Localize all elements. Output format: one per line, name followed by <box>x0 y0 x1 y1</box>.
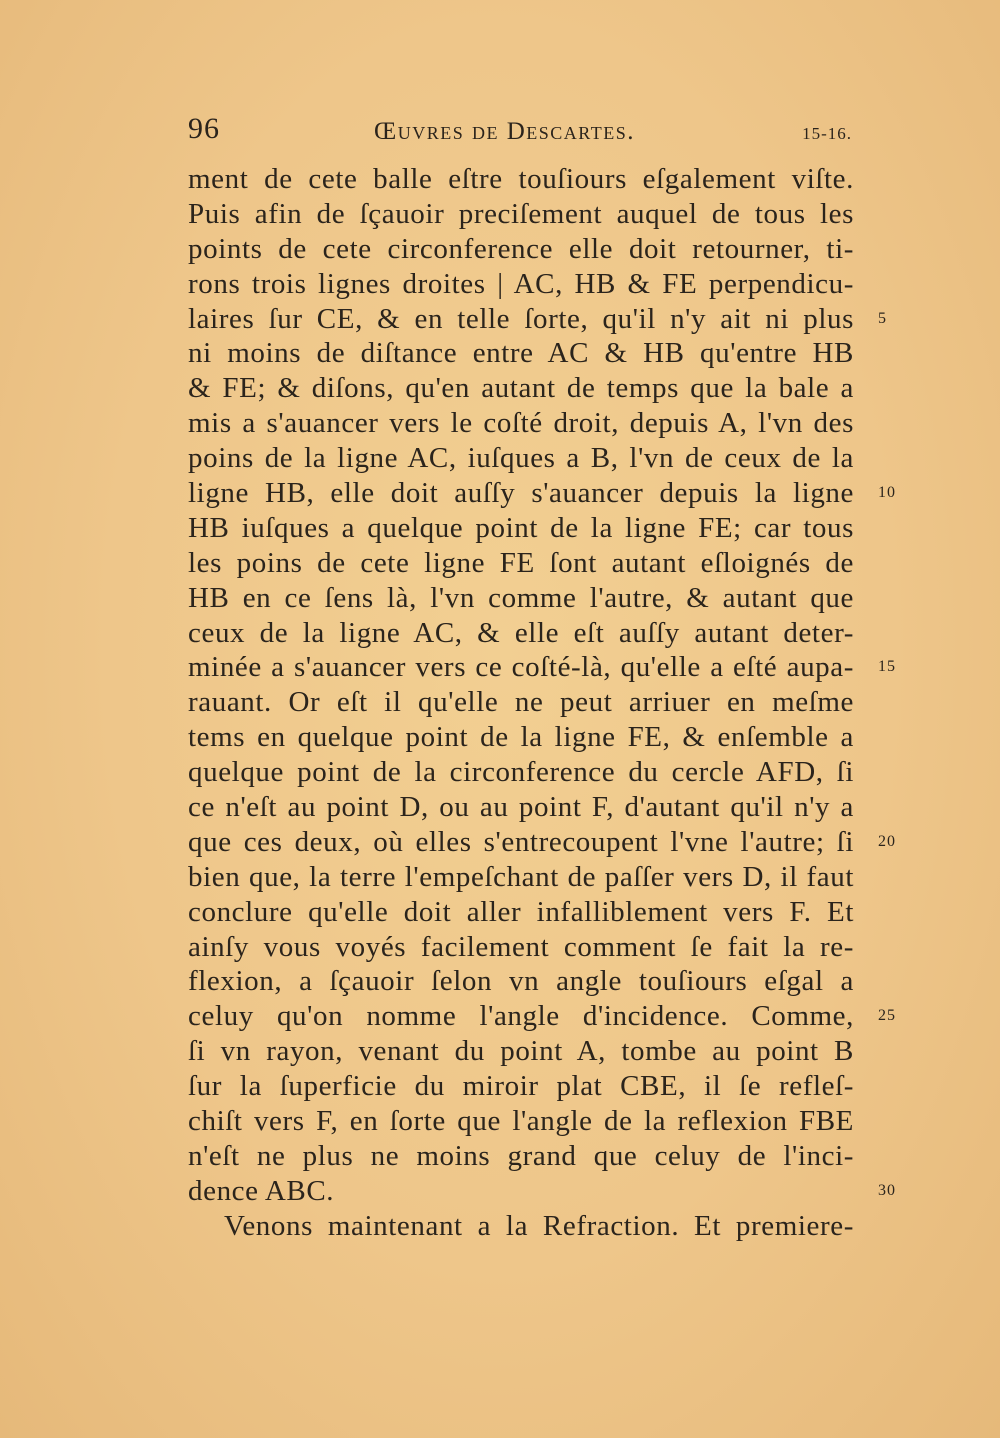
line-text: Puis afin de ſçauoir preciſement auquel de tous les <box>188 197 854 230</box>
line-text: ceux de la ligne AC, & elle eſt auſſy autant deter- <box>188 616 854 649</box>
line-text: tems en quelque point de la ligne FE, & enſemble a <box>188 721 854 754</box>
running-head <box>188 112 854 152</box>
line-text: ligne HB, elle doit auſſy s'auancer depuis la ligne <box>188 477 854 510</box>
text-line <box>188 302 887 337</box>
text-line <box>188 1174 896 1209</box>
line-text: les poins de cete ligne FE ſont autant eſloignés de <box>188 546 854 579</box>
text-line <box>188 441 854 476</box>
line-text: HB en ce ſens là, l'vn comme l'autre, & autant que <box>188 581 854 614</box>
book-title: Œuvres de Descartes. <box>374 118 635 145</box>
line-text: que ces deux, où elles s'entrecoupent l'vne l'autre; ſi <box>188 825 854 858</box>
line-text: bien que, la terre l'empeſchant de paſſer vers D, il faut <box>188 860 854 893</box>
line-number: 10 <box>878 484 896 502</box>
text-line <box>188 476 896 511</box>
line-number: 5 <box>878 309 887 327</box>
line-text: minée a s'auancer vers ce coſté-là, qu'elle a eſté aupa- <box>188 651 854 684</box>
body-text <box>188 162 896 1244</box>
text-line <box>188 720 854 755</box>
text-line <box>188 930 854 965</box>
text-line <box>188 406 854 441</box>
text-line <box>188 755 854 790</box>
text-line <box>188 197 854 232</box>
line-text: chiſt vers F, en ſorte que l'angle de la reflexion FBE <box>188 1105 854 1138</box>
line-text: ainſy vous voyés facilement comment ſe fait la re- <box>188 930 854 963</box>
line-text: ni moins de diſtance entre AC & HB qu'entre HB <box>188 337 854 370</box>
page-number: 96 <box>188 112 220 145</box>
line-text: quelque point de la circonference du cercle AFD, ſi <box>188 756 854 789</box>
line-text: ce n'eſt au point D, ou au point F, d'autant qu'il n'y a <box>188 791 854 824</box>
line-text: ſi vn rayon, venant du point A, tombe au point B <box>188 1035 854 1068</box>
text-line <box>188 685 854 720</box>
line-number: 30 <box>878 1181 896 1199</box>
line-text: rons trois lignes droites | AC, HB & FE perpendicu- <box>188 267 854 300</box>
text-line <box>188 232 854 267</box>
folio-range: 15-16. <box>802 124 852 143</box>
line-text: n'eſt ne plus ne moins grand que celuy de l'inci- <box>188 1139 854 1172</box>
line-text: points de cete circonference elle doit retourner, ti- <box>188 232 854 265</box>
text-line <box>188 790 854 825</box>
text-line <box>188 1209 854 1244</box>
line-text: Venons maintenant a la Refraction. Et premiere- <box>224 1209 854 1242</box>
text-line <box>188 546 854 581</box>
line-text: HB iuſques a quelque point de la ligne FE; car tous <box>188 511 854 544</box>
line-text: conclure qu'elle doit aller infalliblement vers F. Et <box>188 895 854 928</box>
text-line <box>188 336 854 371</box>
text-line <box>188 1034 854 1069</box>
text-line <box>188 581 854 616</box>
line-text: flexion, a ſçauoir ſelon vn angle touſiours eſgal a <box>188 965 854 998</box>
text-line <box>188 267 854 302</box>
line-text: dence ABC. <box>188 1174 335 1207</box>
line-text: rauant. Or eſt il qu'elle ne peut arriuer en meſme <box>188 686 854 719</box>
line-text: mis a s'auancer vers le coſté droit, depuis A, l'vn des <box>188 407 854 440</box>
text-line <box>188 616 854 651</box>
text-line <box>188 895 854 930</box>
line-number: 15 <box>878 658 896 676</box>
text-line <box>188 1139 854 1174</box>
line-text: & FE; & diſons, qu'en autant de temps que la bale a <box>188 372 854 405</box>
line-text: poins de la ligne AC, iuſques a B, l'vn de ceux de la <box>188 442 854 475</box>
line-text: ment de cete balle eſtre touſiours eſgalement viſte. <box>188 163 854 195</box>
line-number: 25 <box>878 1007 896 1025</box>
text-line <box>188 1069 854 1104</box>
text-line <box>188 371 854 406</box>
line-text: ſur la ſuperficie du miroir plat CBE, il ſe refleſ- <box>188 1070 854 1103</box>
text-line <box>188 650 896 685</box>
text-line <box>188 860 854 895</box>
line-text: celuy qu'on nomme l'angle d'incidence. Comme, <box>188 1000 854 1033</box>
text-line <box>188 162 854 197</box>
text-line <box>188 1104 854 1139</box>
line-text: laires ſur CE, & en telle ſorte, qu'il n'y ait ni plus <box>188 302 854 335</box>
text-line <box>188 511 854 546</box>
text-line <box>188 825 896 860</box>
text-line <box>188 964 854 999</box>
text-line <box>188 999 896 1034</box>
line-number: 20 <box>878 832 896 850</box>
